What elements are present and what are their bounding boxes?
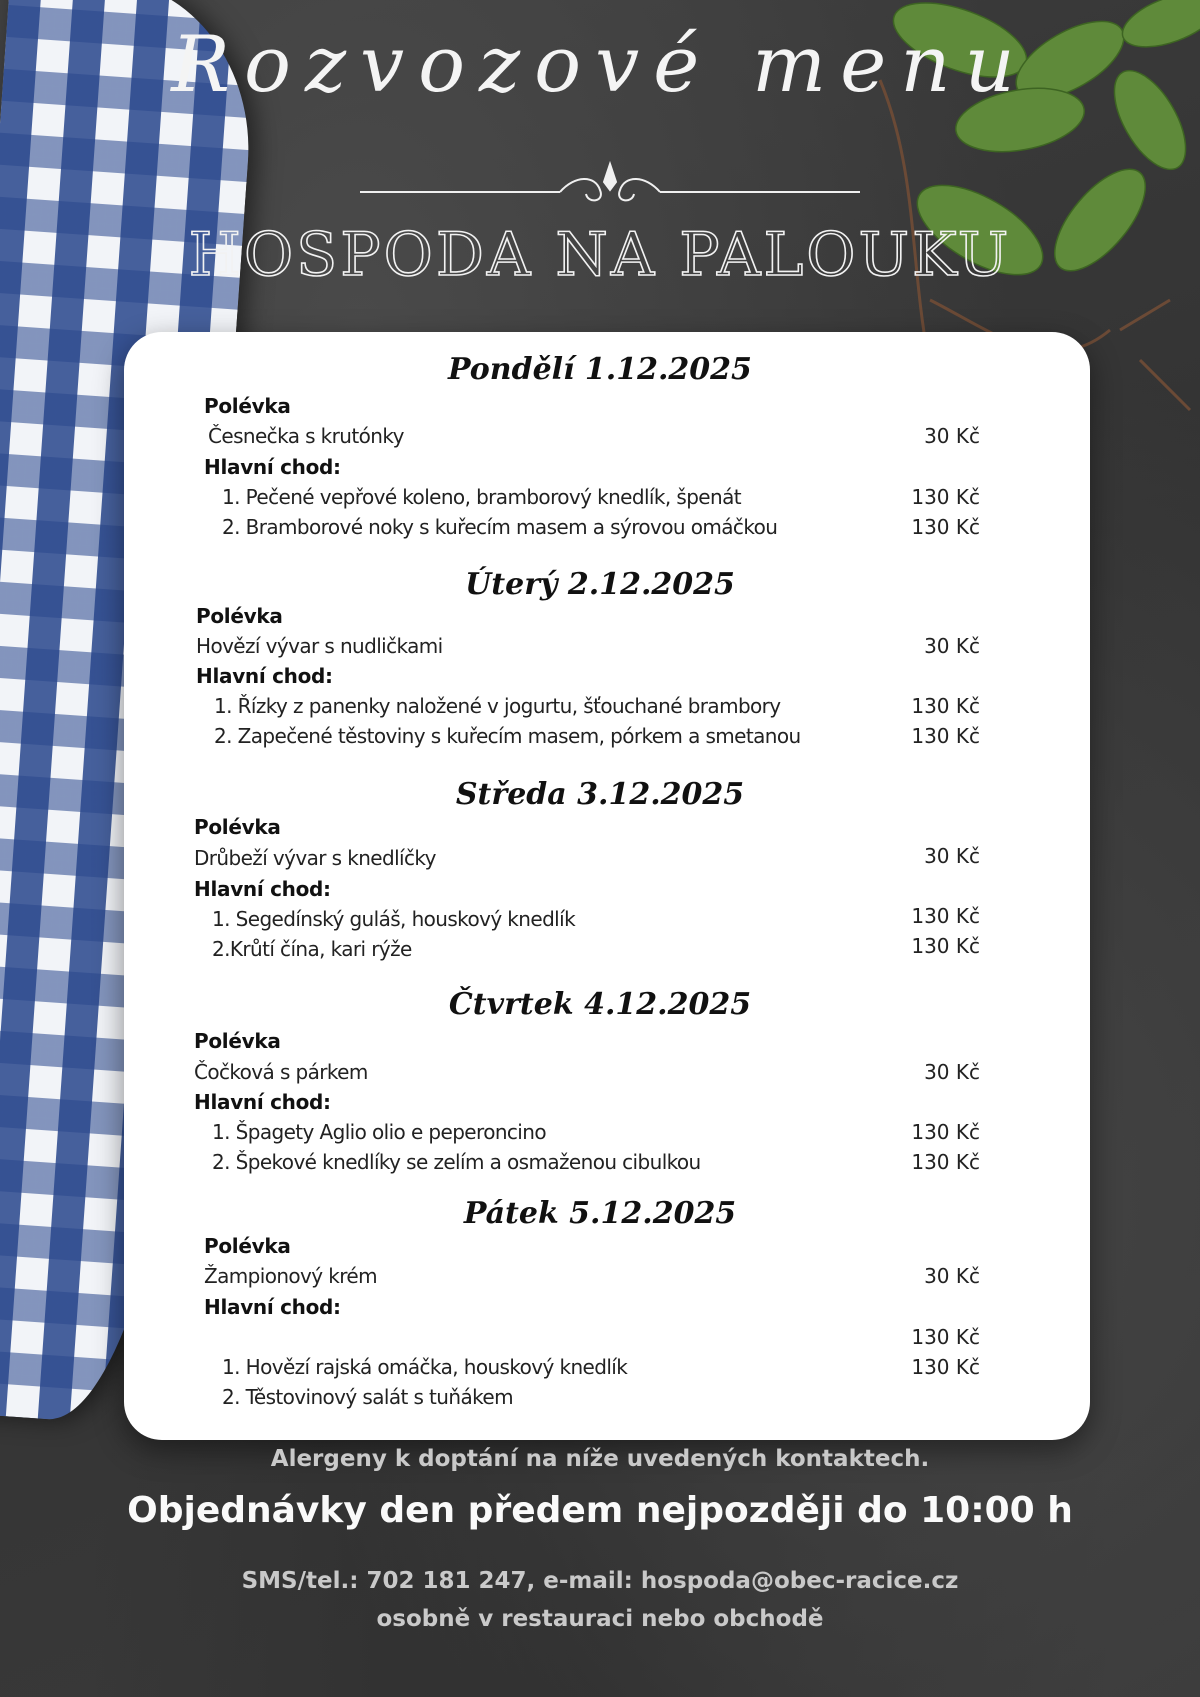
soup-label: Polévka (194, 815, 281, 839)
soup-price: 30 Kč (924, 634, 980, 658)
main-course-label: Hlavní chod: (204, 1295, 341, 1319)
soup-price: 30 Kč (924, 1060, 980, 1084)
main-course-label: Hlavní chod: (194, 877, 331, 901)
script-title: Rozvozové menu (171, 20, 1029, 110)
main-item: 2.Krůtí čína, kari rýže (212, 937, 412, 961)
main-price: 130 Kč (911, 1120, 980, 1144)
soup-label: Polévka (196, 604, 283, 628)
soup-item: Čočková s párkem (194, 1060, 368, 1084)
main-item: 2. Zapečené těstoviny s kuřecím masem, pórkem a smetanou (214, 724, 801, 748)
main-price: 130 Kč (911, 694, 980, 718)
soup-price: 30 Kč (924, 424, 980, 448)
soup-item: Hovězí vývar s nudličkami (196, 634, 443, 658)
main-item: 1. Řízky z panenky naložené v jogurtu, šťouchané brambory (214, 694, 781, 718)
main-item: 1. Hovězí rajská omáčka, houskový knedlík (222, 1355, 628, 1379)
allergens-note: Alergeny k doptání na níže uvedených kontaktech. (270, 1446, 930, 1472)
soup-item: Česnečka s krutónky (208, 424, 404, 448)
soup-label: Polévka (194, 1029, 281, 1053)
order-deadline: Objednávky den předem nejpozději do 10:00 h (127, 1490, 1073, 1531)
main-item: 2. Bramborové noky s kuřecím masem a sýrovou omáčkou (222, 515, 778, 539)
soup-price: 30 Kč (924, 1264, 980, 1288)
soup-label: Polévka (204, 1234, 291, 1258)
main-price: 130 Kč (911, 1150, 980, 1174)
main-price: 130 Kč (911, 724, 980, 748)
main-price: 130 Kč (911, 485, 980, 509)
soup-label: Polévka (204, 394, 291, 418)
ornament-divider (360, 160, 860, 210)
main-price: 130 Kč (911, 904, 980, 928)
main-price: 130 Kč (911, 515, 980, 539)
soup-item: Žampionový krém (204, 1264, 378, 1288)
main-item: 2. Špekové knedlíky se zelím a osmaženou cibulkou (212, 1150, 701, 1174)
day-heading-tuesday: Úterý 2.12.2025 (465, 567, 735, 602)
main-course-label: Hlavní chod: (196, 664, 333, 688)
main-item: 1. Pečené vepřové koleno, bramborový knedlík, špenát (222, 485, 741, 509)
main-price: 130 Kč (911, 934, 980, 958)
soup-item: Drůbeží vývar s knedlíčky (194, 846, 436, 870)
soup-price: 30 Kč (924, 844, 980, 868)
restaurant-name: HOSPODA NA PALOUKU (188, 220, 1012, 290)
main-course-label: Hlavní chod: (194, 1090, 331, 1114)
in-person-note: osobně v restauraci nebo obchodě (376, 1606, 824, 1632)
day-heading-wednesday: Středa 3.12.2025 (455, 777, 745, 812)
day-heading-thursday: Čtvrtek 4.12.2025 (448, 987, 752, 1022)
day-heading-friday: Pátek 5.12.2025 (463, 1196, 737, 1231)
main-item: 1. Špagety Aglio olio e peperoncino (212, 1120, 546, 1144)
contact-info: SMS/tel.: 702 181 247, e-mail: hospoda@obec-racice.cz (241, 1568, 959, 1594)
main-item: 2. Těstovinový salát s tuňákem (222, 1385, 513, 1409)
day-heading-monday: Pondělí 1.12.2025 (448, 352, 752, 387)
main-item: 1. Segedínský guláš, houskový knedlík (212, 907, 576, 931)
main-price: 130 Kč (911, 1325, 980, 1349)
main-price: 130 Kč (911, 1355, 980, 1379)
main-course-label: Hlavní chod: (204, 455, 341, 479)
